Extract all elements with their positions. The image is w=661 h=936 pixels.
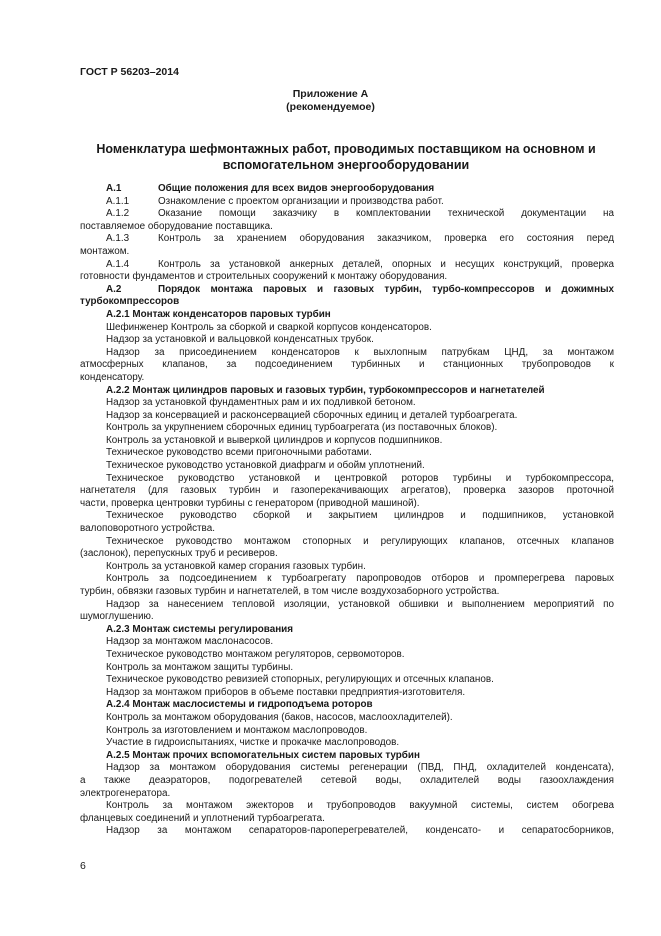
document-body <box>80 183 614 838</box>
clause-a13 <box>80 233 614 246</box>
clause-number: А.1.3 <box>106 233 130 245</box>
paragraph-line: Надзор за нанесением тепловой изоляции, установкой обшивки и выполнением мероприятий по <box>106 598 614 610</box>
section-a2 <box>80 284 614 297</box>
paragraph-line: Контроль за монтажом защиты турбины. <box>106 661 294 673</box>
subsection-heading: А.2.4 Монтаж маслосистемы и гидроподъема роторов <box>106 699 373 711</box>
title-line-2: вспомогательном энергооборудовании <box>222 158 470 172</box>
clause-text: Контроль за хранением оборудования заказчиком, проверка его состояния перед <box>158 233 614 245</box>
paragraph-line: Техническое руководство ревизией стопорных, регулирующих и отсечных клапанов. <box>106 674 494 686</box>
clause-text: Контроль за установкой анкерных деталей, опорных и несущих конструкций, проверка <box>158 258 614 270</box>
paragraph-line: Техническое руководство установкой и центровкой роторов турбины и турбокомпрессора, <box>106 472 614 484</box>
document-title <box>78 141 614 173</box>
paragraph-continuation: электрогенератора. <box>80 787 171 799</box>
paragraph-line: Надзор за присоединением конденсаторов к выхлопным патрубкам ЦНД, за монтажом <box>106 346 614 358</box>
paragraph-line: Техническое руководство всеми пригоночными работами. <box>106 447 372 459</box>
clause-number: А.1.1 <box>106 195 130 207</box>
clause-text: Оказание помощи заказчику в комплектовании технической документации на <box>158 208 614 220</box>
paragraph-continuation: атмосферных клапанов, за подсоединением турбинных и станционных трубопроводов к <box>80 359 614 371</box>
section-number: А.2 <box>106 283 122 295</box>
paragraph-line: Надзор за установкой фундаментных рам и их подливкой бетоном. <box>106 397 416 409</box>
clause-a12-continuation: поставляемое оборудование поставщика. <box>80 220 273 232</box>
clause-a14-continuation: готовности фундаментов и строительных сооружений к монтажу оборудования. <box>80 271 448 283</box>
paragraph-line: Контроль за монтажом оборудования (баков, насосов, маслоохладителей). <box>106 711 453 723</box>
subsection-heading: А.2.1 Монтаж конденсаторов паровых турбин <box>106 308 331 320</box>
paragraph-line: Надзор за монтажом приборов в объеме поставки предприятия-изготовителя. <box>106 686 466 698</box>
paragraph-continuation: (заслонок), перепускных труб и ресиверов. <box>80 548 278 560</box>
paragraph-continuation: валоповоротного устройства. <box>80 523 215 535</box>
annex-status: (рекомендуемое) <box>286 101 375 113</box>
clause-number: А.1.2 <box>106 208 130 220</box>
paragraph-line: Контроль за подсоединением к турбоагрегату паропроводов отборов и промперегрева паровых <box>106 573 614 585</box>
section-number: А.1 <box>106 183 122 194</box>
title-line-1: Номенклатура шефмонтажных работ, проводимых поставщиком на основном и <box>96 142 596 156</box>
paragraph-line: Надзор за монтажом сепараторов-пароперегревателей, конденсато- и сепаратосборников, <box>106 825 614 837</box>
paragraph-continuation: шумоглушению. <box>80 611 154 623</box>
clause-a12 <box>80 208 614 221</box>
subsection-heading: А.2.2 Монтаж цилиндров паровых и газовых турбин, турбокомпрессоров и нагнетателей <box>106 384 545 396</box>
paragraph-line: Контроль за установкой камер сгорания газовых турбин. <box>106 560 366 572</box>
paragraph-line: Контроль за укрупнением сборочных единиц турбоагрегата (из поставочных блоков). <box>106 422 498 434</box>
clause-number: А.1.4 <box>106 258 130 270</box>
subsections <box>80 309 614 838</box>
paragraph-continuation: нагнетателя (для газовых турбин и газоперекачивающих агрегатов), проверка зазоров проточной <box>80 485 614 497</box>
paragraph-line: Техническое руководство монтажом стопорных и регулирующих клапанов, отсечных клапанов <box>106 535 614 547</box>
section-a2-continuation: турбокомпрессоров <box>80 296 180 308</box>
section-title: Порядок монтажа паровых и газовых турбин, турбо-компрессоров и дожимных <box>158 283 614 295</box>
paragraph-line: Техническое руководство установкой диафрагм и обойм уплотнений. <box>106 460 425 472</box>
paragraph-line: Надзор за установкой и вальцовкой конденсатных трубок. <box>106 334 374 346</box>
paragraph-line: Надзор за монтажом маслонасосов. <box>106 636 274 648</box>
paragraph-line: Контроль за монтажом эжекторов и трубопроводов вакуумной системы, систем обогрева <box>106 800 614 812</box>
paragraph-continuation: фланцевых соединений и уплотнений турбоагрегата. <box>80 812 325 824</box>
clause-a11 <box>80 196 614 209</box>
subsection-heading: А.2.3 Монтаж системы регулирования <box>106 623 294 635</box>
clause-a14 <box>80 259 614 272</box>
section-title: Общие положения для всех видов энергооборудования <box>158 183 435 194</box>
paragraph-continuation: конденсатору. <box>80 371 145 383</box>
paragraph-line: Надзор за консервацией и расконсервацией сборочных единиц и деталей турбоагрегата. <box>106 409 518 421</box>
section-a1 <box>80 183 614 196</box>
paragraph-line: Техническое руководство сборкой и закрытием цилиндров и подшипников, установкой <box>106 510 614 522</box>
paragraph-line: Контроль за изготовлением и монтажом маслопроводов. <box>106 724 368 736</box>
paragraph-line: Участие в гидроиспытаниях, чистке и прокачке маслопроводов. <box>106 737 400 749</box>
paragraph-line: Шефинженер Контроль за сборкой и сваркой корпусов конденсаторов. <box>106 321 432 333</box>
annex-label: Приложение А <box>292 88 369 100</box>
paragraph-continuation: а также деаэраторов, подогревателей сетевой воды, охладителей воды газоохлаждения <box>80 774 614 786</box>
paragraph-line: Техническое руководство монтажом регуляторов, сервомоторов. <box>106 648 405 660</box>
paragraph-continuation: турбин, обвязки газовых турбин и нагнетателей, в том числе воздухозаборного устройства. <box>80 586 500 597</box>
paragraph-line: Надзор за монтажом оборудования системы регенерации (ПВД, ПНД, охладителей конденсата), <box>106 762 614 774</box>
paragraph-continuation: части, проверка центровки турбины с генератором (приводной машиной). <box>80 497 420 509</box>
paragraph-line: Контроль за установкой и выверкой цилиндров и корпусов подшипников. <box>106 434 443 446</box>
clause-a13-continuation: монтажом. <box>80 245 130 257</box>
standard-header: ГОСТ Р 56203–2014 <box>80 66 179 78</box>
page-number: 6 <box>80 860 86 872</box>
clause-text: Ознакомление с проектом организации и производства работ. <box>158 195 444 207</box>
subsection-heading: А.2.5 Монтаж прочих вспомогательных систем паровых турбин <box>106 749 420 761</box>
